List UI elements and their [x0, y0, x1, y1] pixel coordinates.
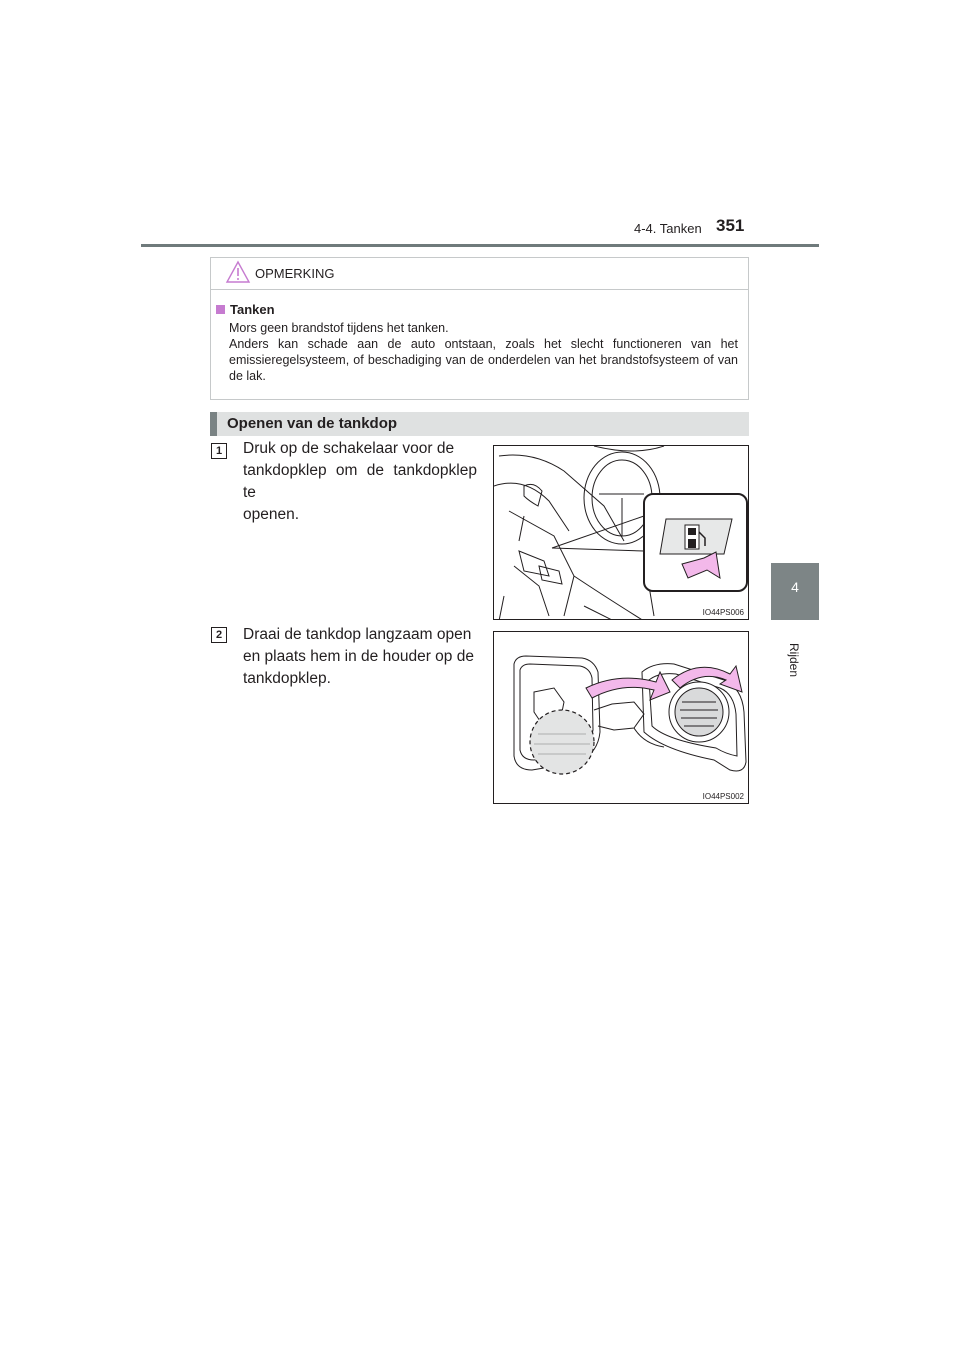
step-text-1: Druk op de schakelaar voor de tankdopklep om de tankdopklep te openen.	[243, 440, 477, 523]
figure-fuel-cap	[493, 631, 749, 804]
chapter-number: 4	[791, 579, 799, 595]
notice-subheading: Tanken	[216, 302, 275, 317]
section-heading	[210, 412, 749, 436]
section-accent	[210, 412, 217, 436]
notice-box	[210, 257, 749, 400]
notice-paragraph: Mors geen brandstof tijdens het tanken.	[229, 321, 449, 335]
figure-code: IO44PS006	[702, 608, 744, 617]
chapter-label: Rijden	[787, 642, 801, 678]
notice-body	[229, 320, 738, 384]
page-number: 351	[716, 216, 745, 235]
step-number-1: 1	[211, 443, 227, 459]
chapter-tab[interactable]	[771, 563, 819, 620]
section-title: 4-4. Tanken	[634, 221, 702, 236]
fuel-cap-illustration	[494, 632, 749, 804]
step-number-2: 2	[211, 627, 227, 643]
step-text-2: Draai de tankdop langzaam open en plaats hem in de houder op de tankdopklep.	[243, 626, 474, 687]
figure-code: IO44PS002	[702, 792, 744, 801]
figure-fuel-door-switch	[493, 445, 749, 620]
warning-icon	[225, 260, 251, 284]
bullet-square-icon	[216, 305, 225, 314]
notice-header	[211, 258, 748, 290]
dashboard-illustration	[494, 446, 749, 620]
notice-paragraph: Anders kan schade aan de auto ontstaan, zoals het slecht functioneren van het emissieregelsysteem, of beschadiging van de onderdelen van het brandstofsysteem of van de lak.	[229, 337, 738, 383]
section-heading-title: Openen van de tankdop	[227, 415, 398, 432]
header-divider	[141, 244, 819, 247]
notice-title: OPMERKING	[255, 266, 335, 281]
